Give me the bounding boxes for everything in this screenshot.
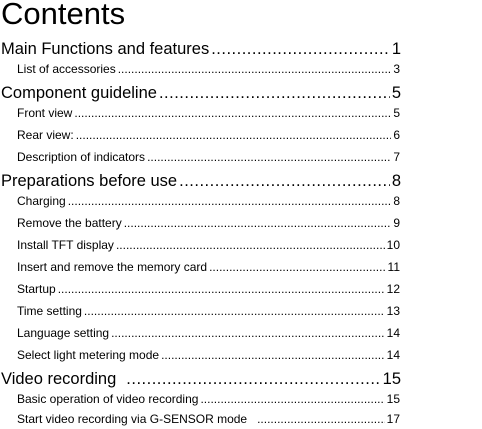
toc-item-basic-video-recording[interactable]	[17, 390, 400, 408]
toc-section-title: Preparations before use	[1, 172, 178, 190]
toc-page-number: 15	[386, 392, 400, 406]
toc-item-label: List of accessories	[17, 62, 116, 76]
toc-section-title: Video recording	[1, 370, 117, 388]
toc-item-time-setting[interactable]	[17, 302, 400, 320]
dot-leader	[74, 104, 391, 122]
toc-item-label: Install TFT display	[17, 238, 114, 252]
toc-section-title: Component guideline	[1, 84, 157, 102]
toc-section-video-recording[interactable]	[1, 368, 401, 390]
toc-item-g-sensor-recording[interactable]	[17, 410, 400, 428]
dot-leader	[179, 170, 390, 192]
toc-item-label: Startup	[17, 282, 56, 296]
toc-item-label: Select light metering mode	[17, 348, 160, 362]
toc-item-label: Basic operation of video recording	[17, 392, 199, 406]
dot-leader	[209, 258, 385, 276]
toc-page-number: 14	[386, 326, 400, 340]
dot-leader	[68, 192, 392, 210]
toc-page-number: 5	[391, 84, 401, 102]
toc-item-install-tft-display[interactable]	[17, 236, 400, 254]
toc-item-label: Charging	[17, 194, 66, 208]
page-title: Contents	[1, 0, 126, 31]
dot-leader	[147, 148, 391, 166]
toc-page-number: 6	[393, 128, 400, 142]
toc-item-rear-view[interactable]	[17, 126, 400, 144]
toc-page-number: 1	[391, 40, 401, 58]
toc-section-preparations[interactable]	[1, 170, 401, 192]
dot-leader	[124, 214, 392, 232]
dot-leader	[58, 280, 385, 298]
toc-page-number: 8	[393, 194, 400, 208]
dot-leader	[161, 346, 385, 364]
dot-leader	[159, 82, 390, 104]
toc-item-label: Insert and remove the memory card	[17, 260, 208, 274]
toc-page-number: 3	[393, 62, 400, 76]
toc-page-number: 11	[387, 260, 400, 274]
dot-leader	[257, 410, 385, 428]
toc-item-label: Description of indicators	[17, 150, 146, 164]
toc-item-label: Language setting	[17, 326, 110, 340]
toc-item-language-setting[interactable]	[17, 324, 400, 342]
dot-leader	[200, 390, 384, 408]
toc-page-number: 13	[386, 304, 400, 318]
toc-item-memory-card[interactable]	[17, 258, 400, 276]
toc-item-label: Start video recording via G-SENSOR mode	[17, 412, 248, 426]
dot-leader	[211, 38, 390, 60]
toc-page-number: 15	[382, 370, 401, 388]
toc-page-number: 14	[386, 348, 400, 362]
toc-item-startup[interactable]	[17, 280, 400, 298]
toc-section-title: Main Functions and features	[1, 40, 210, 58]
toc-page-number: 9	[393, 216, 400, 230]
toc-item-label: Front view	[17, 106, 73, 120]
toc-page-number: 10	[386, 238, 400, 252]
toc-item-label: Remove the battery	[17, 216, 122, 230]
toc-page-number: 12	[386, 282, 400, 296]
dot-leader	[116, 236, 385, 254]
toc-page-number: 5	[393, 106, 400, 120]
toc-section-main-functions[interactable]	[1, 38, 401, 60]
toc-item-list-of-accessories[interactable]	[17, 60, 400, 78]
toc-item-charging[interactable]	[17, 192, 400, 210]
toc-page-number: 7	[393, 150, 400, 164]
toc-section-component-guideline[interactable]	[1, 82, 401, 104]
toc-item-label: Rear view:	[17, 128, 74, 142]
toc-item-light-metering-mode[interactable]	[17, 346, 400, 364]
toc-item-description-of-indicators[interactable]	[17, 148, 400, 166]
dot-leader	[126, 368, 380, 390]
toc-item-front-view[interactable]	[17, 104, 400, 122]
toc-page-number: 8	[391, 172, 401, 190]
dot-leader	[76, 126, 392, 144]
dot-leader	[111, 324, 385, 342]
dot-leader	[118, 60, 392, 78]
toc-item-remove-battery[interactable]	[17, 214, 400, 232]
toc-item-label: Time setting	[17, 304, 82, 318]
toc-page-number: 17	[386, 412, 400, 426]
dot-leader	[84, 302, 385, 320]
